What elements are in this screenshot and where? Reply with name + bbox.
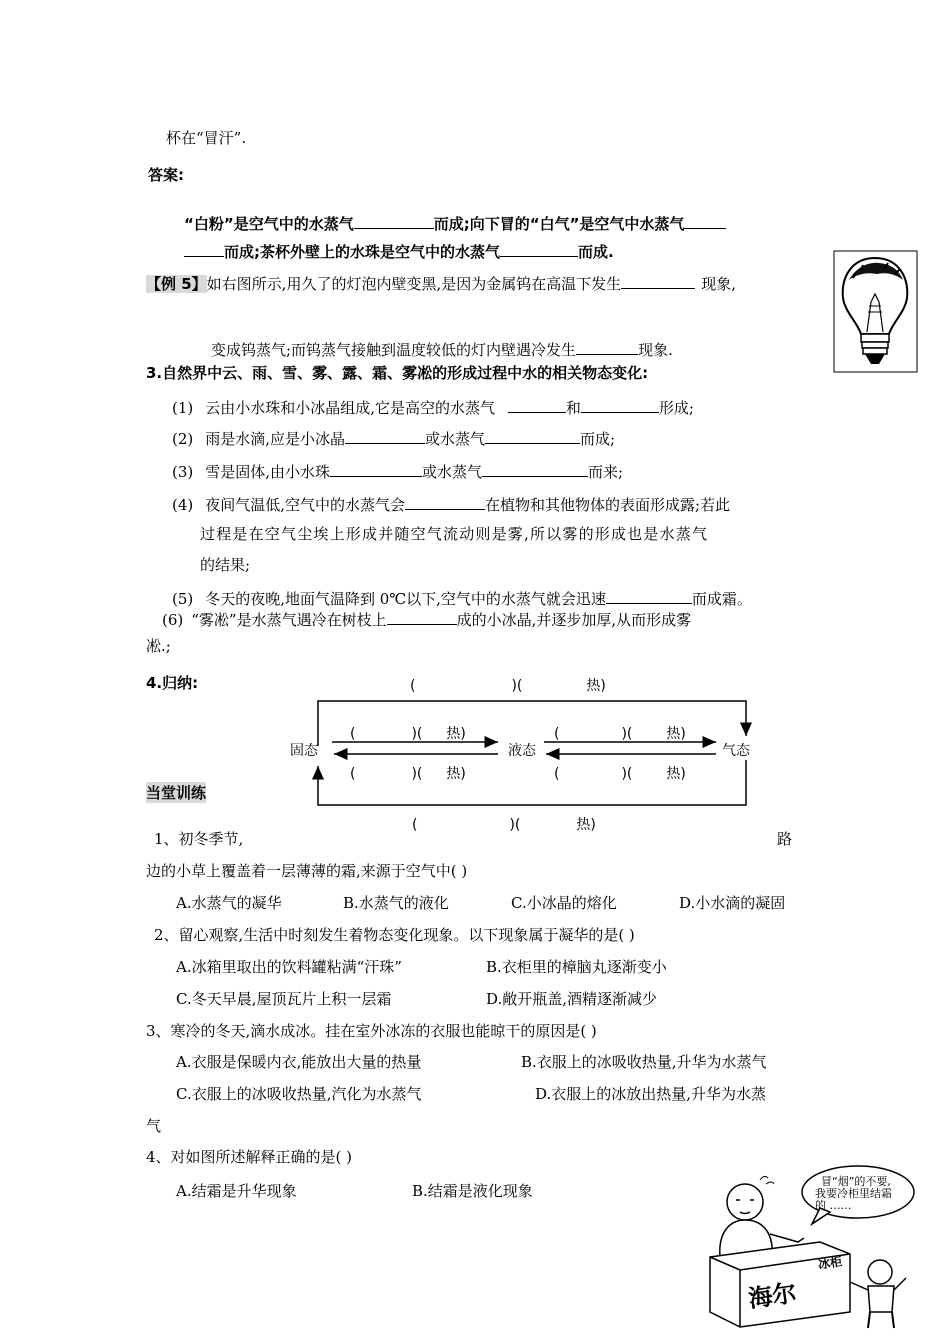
q1-option-b: B.水蒸气的液化 xyxy=(343,894,449,912)
item-6-line-1: (6) “雾凇”是水蒸气遇冷在树枝上 成的小冰晶,并逐步加厚,从而形成雾 xyxy=(162,611,692,629)
label-liquid-to-solid: ( )( 热) xyxy=(350,766,466,782)
q3-option-a: A.衣服是保暖内衣,能放出大量的热量 xyxy=(176,1053,422,1071)
answer-line-1: “白粉”是空气中的水蒸气 而成;向下冒的“白气”是空气中水蒸气 xyxy=(184,213,726,234)
label-gas-to-liquid: ( )( 热) xyxy=(554,766,686,782)
label-liquid-to-gas: ( )( 热) xyxy=(554,726,686,742)
q1-option-c: C.小冰晶的熔化 xyxy=(511,894,617,912)
label-solid-to-liquid: ( )( 热) xyxy=(350,726,466,742)
q2-option-a: A.冰箱里取出的饮料罐粘满“汗珠” xyxy=(176,958,402,976)
practice-title: 当堂训练 xyxy=(146,784,207,802)
item-5: (5) 冬天的夜晚,地面气温降到 0℃以下,空气中的水蒸气就会迅速 而成霜。 xyxy=(172,590,752,608)
node-liquid: 液态 xyxy=(508,743,536,759)
example-5-line-1: 【例 5】如右图所示,用久了的灯泡内壁变黑,是因为金属钨在高温下发生 现象, xyxy=(146,275,736,293)
item-3: (3) 雪是固体,由小水珠 或水蒸气 而来; xyxy=(172,463,624,481)
label-gas-to-solid: ( )( 热) xyxy=(412,817,596,833)
item-4-line-3: 的结果; xyxy=(200,556,251,574)
q2-option-d: D.敞开瓶盖,酒精逐渐减少 xyxy=(486,990,658,1008)
q1-stem-road: 路 xyxy=(777,830,793,848)
answer-label: 答案: xyxy=(148,166,184,184)
q2-option-c: C.冬天早晨,屋顶瓦片上积一层霜 xyxy=(176,990,392,1008)
q1-stem-1: 1、初冬季节, xyxy=(154,830,244,848)
label-solid-to-gas: ( )( 热) xyxy=(410,678,606,694)
q4-option-b: B.结霜是液化现象 xyxy=(412,1182,533,1200)
item-2: (2) 雨是水滴,应是小冰晶 或水蒸气 而成; xyxy=(172,430,616,448)
freezer-label-text: 冰柜 xyxy=(817,1254,843,1272)
q1-option-a: A.水蒸气的凝华 xyxy=(176,894,282,912)
intro-tail: 杯在“冒汗”. xyxy=(166,129,247,147)
q1-stem-2: 边的小草上覆盖着一层薄薄的霜,来源于空气中( ) xyxy=(146,862,468,880)
section-3-title: 3.自然界中云、雨、雪、雾、露、霜、雾凇的形成过程中水的相关物态变化: xyxy=(146,364,649,382)
item-6-line-2: 凇.; xyxy=(146,637,171,655)
speech-bubble-text: 冒“烟”的不要, 我要冷柜里结霜 的 …… xyxy=(815,1175,892,1212)
q2-option-b: B.衣柜里的樟脑丸逐渐变小 xyxy=(486,958,667,976)
q3-option-d-tail: 气 xyxy=(146,1117,162,1135)
q3-option-b: B.衣服上的冰吸收热量,升华为水蒸气 xyxy=(521,1053,767,1071)
q4-stem: 4、对如图所述解释正确的是( ) xyxy=(146,1148,353,1166)
q2-stem: 2、留心观察,生活中时刻发生着物态变化现象。以下现象属于凝华的是( ) xyxy=(154,926,635,944)
node-solid: 固态 xyxy=(290,743,318,759)
answer-line-2: 而成;茶杯外壁上的水珠是空气中的水蒸气 而成. xyxy=(184,241,614,262)
q4-option-a: A.结霜是升华现象 xyxy=(176,1182,297,1200)
q1-option-d: D.小水滴的凝固 xyxy=(679,894,786,912)
q3-stem: 3、寒冷的冬天,滴水成冰。挂在室外冰冻的衣服也能晾干的原因是( ) xyxy=(146,1022,597,1040)
q3-option-c: C.衣服上的冰吸收热量,汽化为水蒸气 xyxy=(176,1085,422,1103)
item-4-line-1: (4) 夜间气温低,空气中的水蒸气会 在植物和其他物体的表面形成露;若此 xyxy=(172,496,731,514)
section-4-title: 4.归纳: xyxy=(146,674,199,692)
node-gas: 气态 xyxy=(722,743,750,759)
item-4-line-2: 过程是在空气尘埃上形成并随空气流动则是雾,所以雾的形成也是水蒸气 xyxy=(200,525,709,543)
q3-option-d: D.衣服上的冰放出热量,升华为水蒸 xyxy=(535,1085,767,1103)
freezer-brand-text: 海尔 xyxy=(746,1278,799,1314)
example-5-line-2: 变成钨蒸气;而钨蒸气接触到温度较低的灯内壁遇冷发生 现象. xyxy=(211,341,673,359)
item-1: (1) 云由小水珠和小冰晶组成,它是高空的水蒸气 和 形成; xyxy=(172,399,694,417)
